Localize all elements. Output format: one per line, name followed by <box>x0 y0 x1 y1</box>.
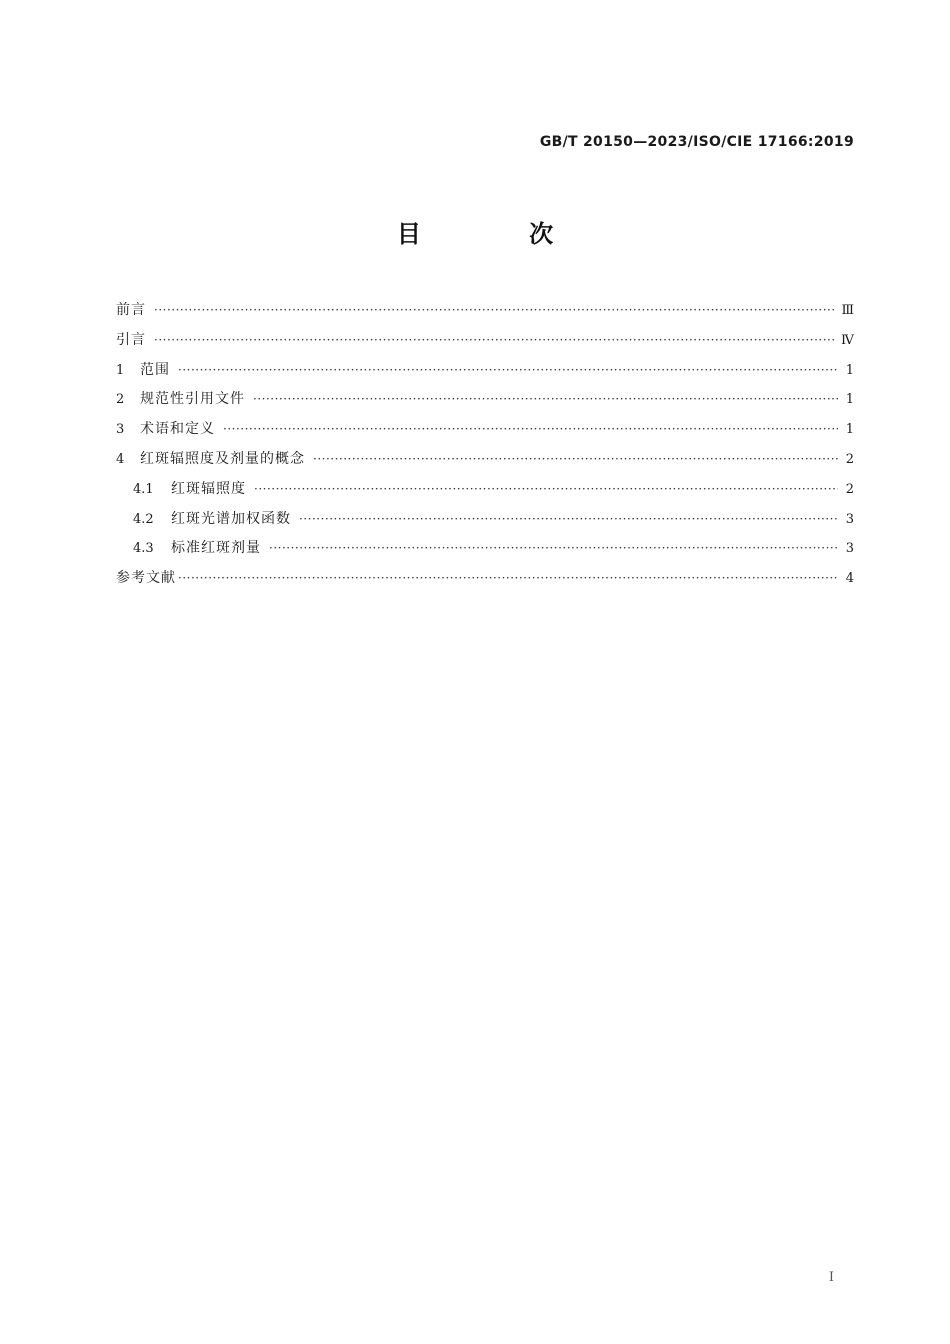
toc-entry-page: 2 <box>845 451 854 467</box>
standard-number: GB/T 20150—2023/ISO/CIE 17166:2019 <box>539 134 854 150</box>
toc-entry-number: 4.3 <box>133 541 154 557</box>
dot-leader <box>253 385 838 415</box>
toc-entry-erythema-concepts[interactable] <box>116 445 854 475</box>
toc-entry-introduction[interactable] <box>116 326 854 356</box>
toc-entry-label: 红斑辐照度 <box>171 480 246 497</box>
toc-entry-label: 范围 <box>140 361 170 378</box>
toc-entry-bibliography[interactable] <box>116 564 854 594</box>
dot-leader <box>154 296 835 326</box>
toc-entry-label: 术语和定义 <box>140 421 215 438</box>
dot-leader <box>313 445 838 475</box>
toc-entry-normative-references[interactable] <box>116 385 854 415</box>
toc-entry-terms-definitions[interactable] <box>116 415 854 445</box>
toc-entry-erythemal-irradiance[interactable] <box>116 475 854 505</box>
toc-entry-page: 3 <box>845 541 854 557</box>
table-of-contents <box>116 296 854 594</box>
toc-entry-number: 4.1 <box>133 481 154 497</box>
page-number: I <box>828 1270 834 1285</box>
toc-entry-page: Ⅳ <box>841 332 854 348</box>
toc-entry-label: 前言 <box>116 302 146 318</box>
toc-entry-page: 1 <box>845 422 854 438</box>
dot-leader <box>299 505 838 535</box>
toc-entry-label: 规范性引用文件 <box>140 391 245 408</box>
toc-entry-page: Ⅲ <box>841 303 854 318</box>
toc-entry-number: 4.2 <box>133 511 154 527</box>
toc-entry-number: 3 <box>116 422 125 438</box>
toc-entry-page: 3 <box>845 511 854 527</box>
toc-entry-number: 2 <box>116 392 125 408</box>
dot-leader <box>269 534 838 564</box>
toc-entry-label: 红斑光谱加权函数 <box>171 510 291 527</box>
toc-entry-number: 1 <box>116 362 125 378</box>
toc-entry-label: 引言 <box>116 331 146 348</box>
toc-entry-number: 4 <box>116 451 125 467</box>
toc-entry-foreword[interactable] <box>116 296 854 326</box>
toc-entry-page: 1 <box>845 392 854 408</box>
toc-title: 目 次 <box>396 220 604 248</box>
toc-entry-page: 1 <box>845 362 854 378</box>
dot-leader <box>223 415 838 445</box>
toc-entry-page: 4 <box>845 571 854 587</box>
toc-entry-standard-erythema-dose[interactable] <box>116 534 854 564</box>
toc-entry-erythema-action-spectrum[interactable] <box>116 505 854 535</box>
toc-entry-label: 红斑辐照度及剂量的概念 <box>140 450 305 467</box>
toc-entry-page: 2 <box>845 481 854 497</box>
dot-leader <box>178 564 838 594</box>
dot-leader <box>178 356 838 386</box>
toc-entry-label: 参考文献 <box>116 570 176 587</box>
dot-leader <box>254 475 838 505</box>
toc-entry-scope[interactable] <box>116 356 854 386</box>
toc-entry-label: 标准红斑剂量 <box>171 540 261 557</box>
dot-leader <box>154 326 835 356</box>
